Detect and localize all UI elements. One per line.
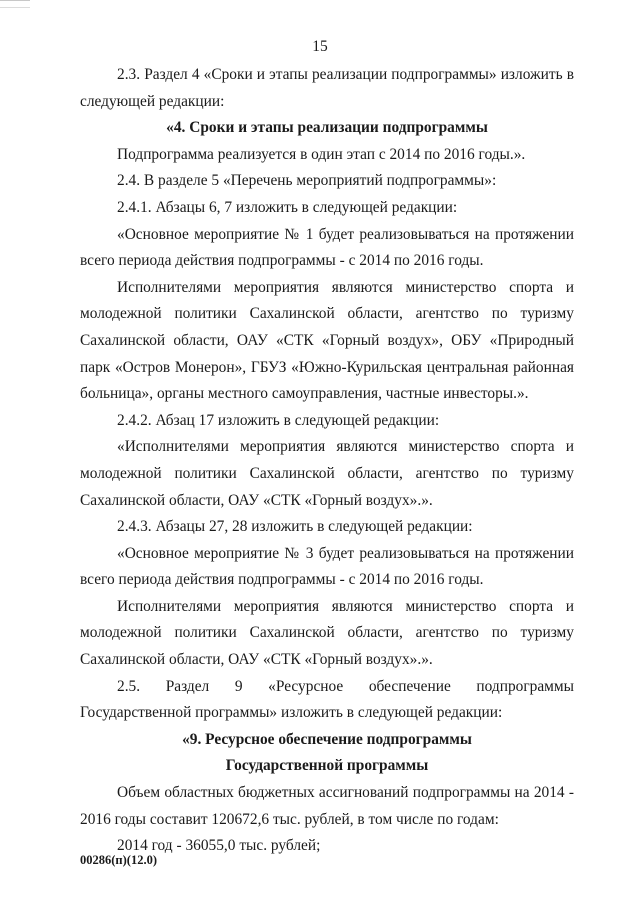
paragraph-2-4-1: 2.4.1. Абзацы 6, 7 изложить в следующей редакции: — [117, 198, 458, 216]
paragraph-2-4-3: 2.4.3. Абзацы 27, 28 изложить в следующей редакции: — [117, 518, 473, 536]
paragraph-2-5: 2.5. Раздел 9 «Ресурсное обеспечение подпрограммы Государственной программы» изложить в следующей редакции: — [80, 677, 574, 722]
section-9-heading-line-1: «9. Ресурсное обеспечение подпрограммы — [182, 730, 472, 748]
paragraph-budget-2014: 2014 год - 36055,0 тыс. рублей; — [117, 837, 321, 855]
section-9-heading-line-2: Государственной программы — [225, 757, 429, 775]
paragraph-executors-3: Исполнителями мероприятия являются министерство спорта и молодежной политики Сахалинской области, агентство по туризму Сахалинской области, ОАУ «СТК «Горный воздух».». — [80, 597, 574, 669]
section-4-heading: «4. Сроки и этапы реализации подпрограммы — [166, 119, 488, 137]
paragraph-2-4-2: 2.4.2. Абзац 17 изложить в следующей редакции: — [117, 411, 440, 429]
paragraph-2-4: 2.4. В разделе 5 «Перечень мероприятий подпрограммы»: — [117, 172, 497, 190]
paragraph-main-activity-1: «Основное мероприятие № 1 будет реализовываться на протяжении всего периода действия подпрограммы - с 2014 по 2016 годы. — [80, 225, 574, 270]
paragraph-2-3: 2.3. Раздел 4 «Сроки и этапы реализации подпрограммы» изложить в следующей редакции: — [80, 66, 574, 110]
paragraph-executors-1: Исполнителями мероприятия являются министерство спорта и молодежной политики Сахалинской области, агентство по туризму Сахалинской области, ОАУ «СТК «Горный воздух», ОБУ «Природный парк «Остров Монерон», ГБУЗ «Южно-Курильская центральная районная больница», органы местного самоуправления, частные инвесторы.». — [80, 278, 574, 403]
document-body — [80, 62, 574, 860]
document-code: 00286(п)(12.0) — [80, 853, 157, 867]
scan-corner-mark — [0, 0, 30, 8]
paragraph-executors-2: «Исполнителями мероприятия являются министерство спорта и молодежной политики Сахалинской области, агентство по туризму Сахалинской области, ОАУ «СТК «Горный воздух».». — [80, 438, 574, 509]
paragraph-subprogram-period: Подпрограмма реализуется в один этап с 2014 по 2016 годы.». — [117, 145, 526, 163]
paragraph-main-activity-3: «Основное мероприятие № 3 будет реализовываться на протяжении всего периода действия подпрограммы - с 2014 по 2016 годы. — [80, 544, 574, 589]
paragraph-budget-volume: Объем областных бюджетных ассигнований подпрограммы на 2014 - 2016 годы составит 120672,6 тыс. рублей, в том числе по годам: — [80, 784, 574, 828]
page-number: 15 — [312, 38, 328, 55]
